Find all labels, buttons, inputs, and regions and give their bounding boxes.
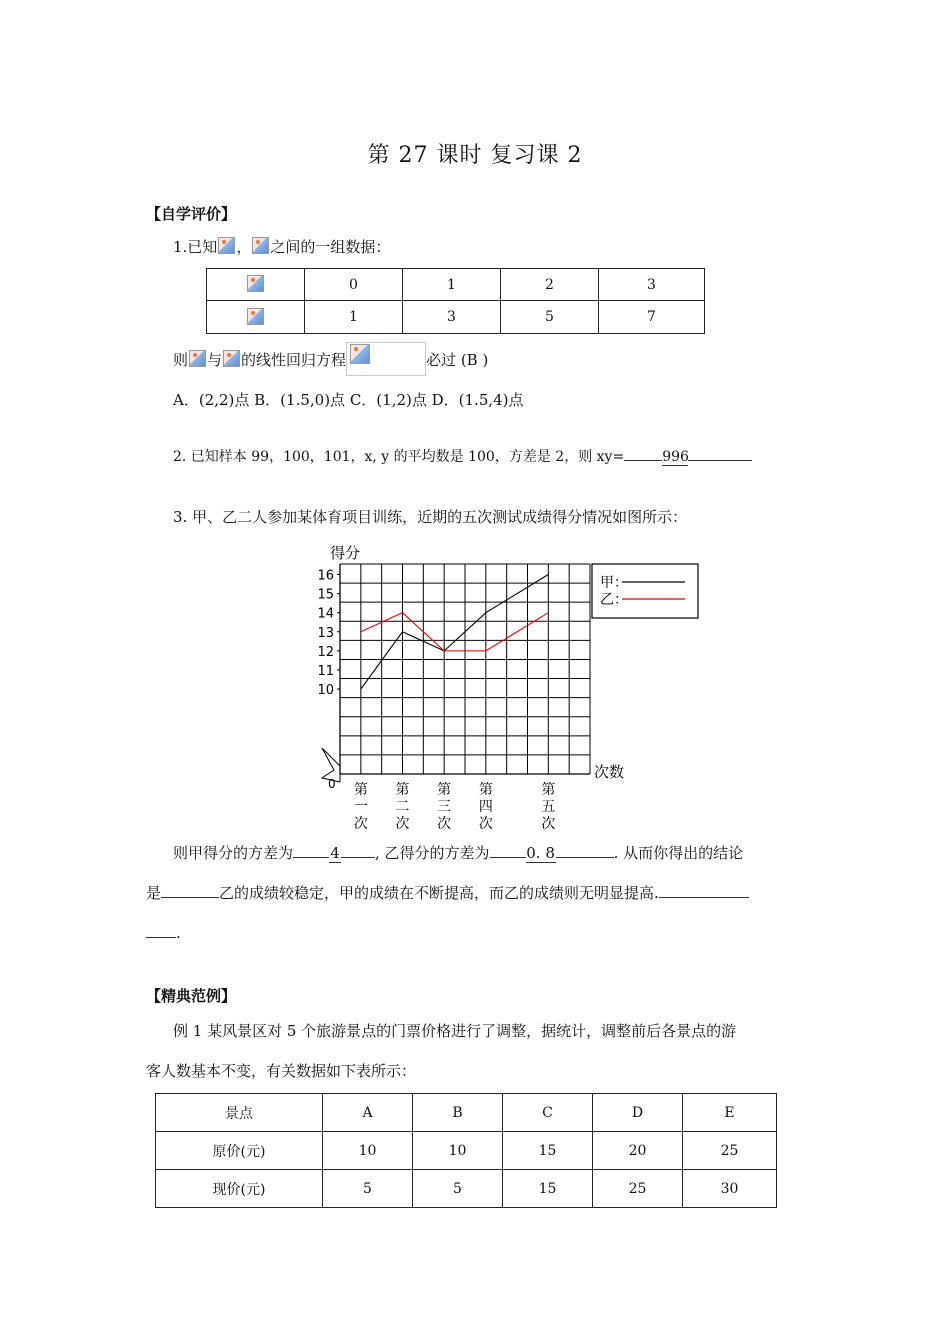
q1-data-table [206,268,705,334]
x-tick-label: 次 [541,816,556,832]
q1-question-line: 则 与 的线性回归方程 必过 (B ) [173,344,488,378]
example-line-2: 客人数基本不变，有关数据如下表所示： [146,1062,417,1080]
y-tick-label: 15 [317,587,334,603]
y-tick-label: 12 [317,644,334,660]
table-row-x-label [207,269,305,301]
x-tick-label: 一 [353,799,368,815]
x-tick-label: 次 [395,816,410,832]
table-cell: 1 [305,301,403,334]
table-cell: 3 [403,301,501,334]
formula-image-icon [350,344,370,364]
series-line-yi [361,613,548,651]
section-examples: 【精典范例】 [146,987,237,1005]
y-tick-label: 14 [317,606,334,622]
legend-label: 乙： [600,592,628,608]
x-tick-label: 第 [478,782,493,798]
y-tick-label: 10 [317,683,334,699]
chart-grid [322,564,590,782]
origin-label: 0 [328,777,336,791]
q2-blank-post [688,460,752,461]
q2-question: 2. 已知样本 99，100，101，x, y 的平均数是 100，方差是 2，则 xy= 996 [173,446,752,466]
q3-answer-conclusion: 乙的成绩较稳定，甲的成绩在不断提高，而乙的成绩则无明显提高. [219,884,659,902]
formula-y-icon [247,308,264,325]
section-self-evaluation: 【自学评价】 [146,205,237,223]
q3-answer-jia-variance: 4 [330,844,340,862]
table-row: 景点 A B C D E [156,1094,777,1132]
legend-box [592,564,698,618]
x-tick-label: 四 [478,799,493,815]
table-row: 原价(元) 10 10 15 20 25 [156,1132,777,1170]
q3-answer-line-2: 是 乙的成绩较稳定，甲的成绩在不断提高，而乙的成绩则无明显提高. [146,882,749,903]
series-line-jia [361,575,548,690]
y-axis-label: 得分 [330,544,361,562]
x-tick-label: 第 [541,782,556,798]
y-tick-label: 11 [317,663,334,679]
x-tick-label: 次 [478,816,493,832]
x-tick-label: 五 [541,799,556,815]
table-row-y-label [207,301,305,334]
x-axis-label: 次数 [594,763,625,781]
legend-label: 甲： [600,575,628,591]
q2-answer: 996 [662,449,689,465]
q3-answer-line-3: . [146,924,181,942]
formula-x-icon [218,237,235,254]
table-cell: 0 [305,269,403,301]
formula-y-icon [223,350,240,367]
table-cell: 2 [501,269,599,301]
formula-x-icon [247,275,264,292]
y-tick-label: 16 [317,568,334,584]
table-cell: 1 [403,269,501,301]
page-title: 第 27 课时 复习课 2 [367,143,583,168]
q3-answer-yi-variance: 0. 8 [526,844,555,862]
example-line-1: 例 1 某风景区对 5 个旅游景点的门票价格进行了调整，据统计，调整前后各景点的游 [173,1022,737,1040]
y-tick-label: 13 [317,625,334,641]
x-tick-label: 次 [353,816,368,832]
q3-question: 3. 甲、乙二人参加某体育项目训练，近期的五次测试成绩得分情况如图所示： [173,508,688,526]
q1-intro: 1.已知 ， 之间的一组数据： [173,238,391,256]
q2-blank-pre [624,460,662,461]
x-tick-label: 第 [395,782,410,798]
x-tick-label: 二 [395,799,410,815]
formula-y-icon [252,237,269,254]
x-tick-label: 三 [437,799,452,815]
table-row: 现价(元) 5 5 15 25 30 [156,1170,777,1208]
table-cell: 3 [599,269,705,301]
x-tick-label: 次 [437,816,452,832]
score-line-chart [300,538,710,834]
x-tick-label: 第 [437,782,452,798]
ticket-price-table [155,1093,777,1208]
table-cell: 7 [599,301,705,334]
q1-options: A．(2,2)点 B．(1.5,0)点 C．(1,2)点 D．(1.5,4)点 [173,391,524,409]
x-tick-label: 第 [353,782,368,798]
q3-answer-line-1: 则甲得分的方差为 4 , 乙得分的方差为 0. 8 . 从而你得出的结论 [173,844,744,862]
formula-x-icon [189,350,206,367]
table-cell: 5 [501,301,599,334]
regression-formula-image [346,342,426,376]
